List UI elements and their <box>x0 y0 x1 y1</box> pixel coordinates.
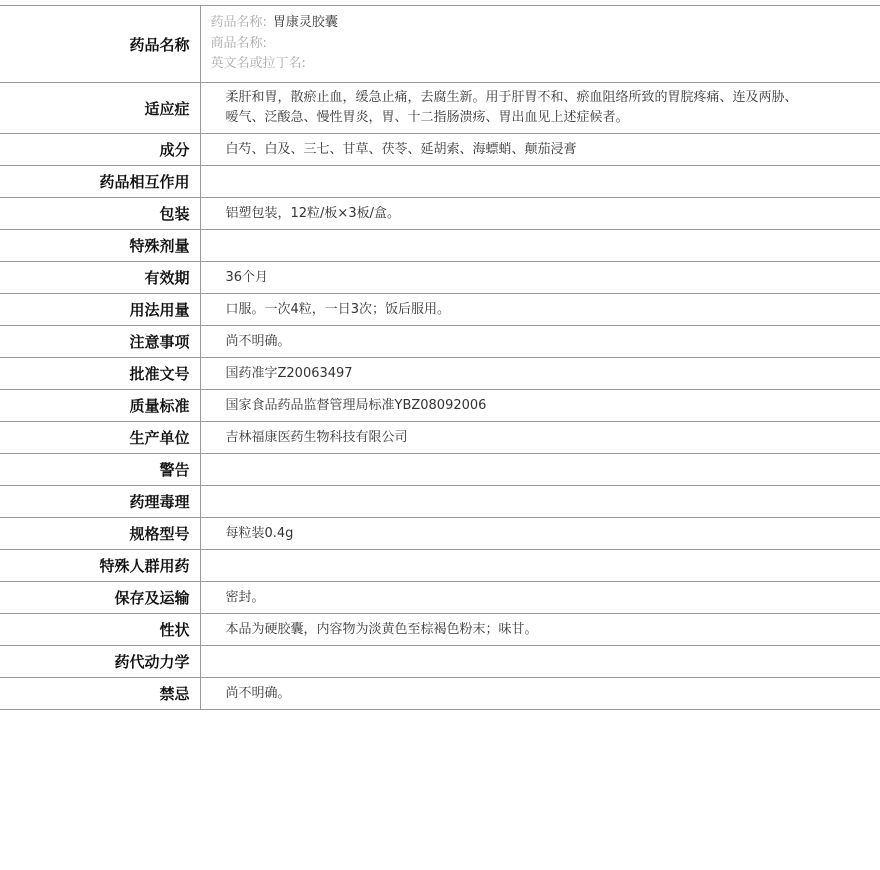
row-label: 特殊剂量 <box>0 230 200 262</box>
row-value: 国药准字Z20063497 <box>200 358 880 390</box>
row-value: 本品为硬胶囊，内容物为淡黄色至棕褐色粉末；味甘。 <box>200 614 880 646</box>
table-row <box>0 582 880 614</box>
row-label: 成分 <box>0 134 200 166</box>
table-row <box>0 198 880 230</box>
row-value: 密封。 <box>200 582 880 614</box>
row-label: 生产单位 <box>0 422 200 454</box>
row-value: 尚不明确。 <box>200 678 880 710</box>
row-label: 药理毒理 <box>0 486 200 518</box>
table-row <box>0 358 880 390</box>
trade-name-field-label: 商品名称: <box>210 35 267 51</box>
row-value: 每粒装0.4g <box>200 518 880 550</box>
table-row <box>0 294 880 326</box>
row-value <box>200 646 880 678</box>
table-row <box>0 83 880 134</box>
row-value <box>200 550 880 582</box>
drug-info-table <box>0 5 880 710</box>
row-value: 柔肝和胃，散瘀止血，缓急止痛，去腐生新。用于肝胃不和、瘀血阻络所致的胃脘疼痛、连及两胁、嗳气、泛酸急、慢性胃炎，胃、十二指肠溃疡、胃出血见上述症候者。 <box>200 83 880 134</box>
row-value <box>200 230 880 262</box>
row-value: 36个月 <box>200 262 880 294</box>
row-value: 口服。一次4粒，一日3次；饭后服用。 <box>200 294 880 326</box>
row-label: 有效期 <box>0 262 200 294</box>
row-label: 保存及运输 <box>0 582 200 614</box>
english-name-line <box>211 54 880 75</box>
table-row <box>0 230 880 262</box>
row-label: 适应症 <box>0 83 200 134</box>
table-row-drug-name <box>0 6 880 83</box>
drug-name-value: 胃康灵胶囊 <box>272 15 338 31</box>
row-label: 药代动力学 <box>0 646 200 678</box>
row-value <box>200 486 880 518</box>
table-row <box>0 614 880 646</box>
row-value <box>200 166 880 198</box>
row-label: 规格型号 <box>0 518 200 550</box>
row-label: 性状 <box>0 614 200 646</box>
row-label: 包装 <box>0 198 200 230</box>
row-value <box>200 454 880 486</box>
table-row <box>0 518 880 550</box>
row-label: 药品名称 <box>0 6 200 83</box>
row-label: 药品相互作用 <box>0 166 200 198</box>
row-label: 批准文号 <box>0 358 200 390</box>
trade-name-line <box>211 34 880 55</box>
row-value: 吉林福康医药生物科技有限公司 <box>200 422 880 454</box>
table-row <box>0 134 880 166</box>
row-label: 注意事项 <box>0 326 200 358</box>
table-row <box>0 326 880 358</box>
row-label: 用法用量 <box>0 294 200 326</box>
row-label: 禁忌 <box>0 678 200 710</box>
table-row <box>0 486 880 518</box>
table-row <box>0 390 880 422</box>
table-row <box>0 422 880 454</box>
table-row <box>0 454 880 486</box>
drug-name-field-label: 药品名称: <box>210 15 267 31</box>
table-row <box>0 262 880 294</box>
row-label: 质量标准 <box>0 390 200 422</box>
table-row <box>0 678 880 710</box>
table-row <box>0 646 880 678</box>
row-value: 国家食品药品监督管理局标准YBZ08092006 <box>200 390 880 422</box>
drug-name-line <box>211 13 880 34</box>
row-value: 尚不明确。 <box>200 326 880 358</box>
row-label: 警告 <box>0 454 200 486</box>
row-value: 白芍、白及、三七、甘草、茯苓、延胡索、海螵蛸、颠茄浸膏 <box>200 134 880 166</box>
drug-name-cell <box>200 6 880 83</box>
row-value: 铝塑包装，12粒/板×3板/盒。 <box>200 198 880 230</box>
row-label: 特殊人群用药 <box>0 550 200 582</box>
table-row <box>0 550 880 582</box>
english-name-field-label: 英文名或拉丁名: <box>210 56 306 72</box>
table-row <box>0 166 880 198</box>
